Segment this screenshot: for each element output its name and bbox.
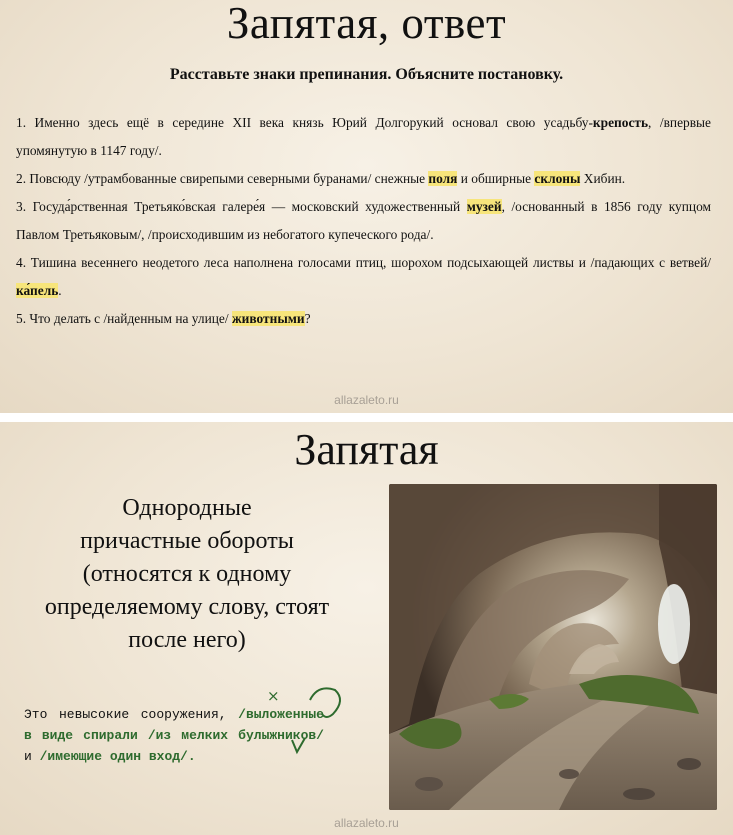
rule-slide [0, 422, 733, 835]
sentence-text: Что делать с /найденным на улице/ [26, 311, 232, 326]
sentence-text: , /основанный в 1856 году купцом Павлом Третьяковым/, /происходившим из небогатого купеческого рода/. [16, 199, 711, 242]
watermark: allazaleto.ru [334, 393, 399, 407]
participial-phrase-1: /выложенные в виде спирали [24, 707, 324, 743]
sentence-list [16, 109, 711, 333]
sentence-text: , /впервые упомянутую в 1147 году/. [16, 115, 712, 158]
answer-slide [0, 0, 733, 413]
cross-mark-icon: × [267, 687, 280, 705]
defined-word: крепость [592, 115, 649, 130]
sentence-2 [16, 165, 711, 193]
sentence-text: Госуда́рственная Третьяко́вская галере́я — московский художественный [26, 199, 467, 214]
sentence-4 [16, 249, 711, 305]
slide-title: Запятая, ответ [226, 0, 507, 48]
rule-explanation: (относятся к одному определяемому слову, стоят после него) [44, 561, 330, 653]
sentence-number: 4. [16, 255, 27, 270]
defined-word: склоны [534, 171, 581, 186]
sentence-text: Повсюду /утрамбованные свирепыми северными буранами/ снежные [26, 171, 429, 186]
sentence-number: 2. [16, 171, 27, 186]
participial-phrase-2: /имеющие один вход/. [39, 749, 196, 764]
sentence-text: . [58, 283, 62, 298]
sentence-text: и обширные [457, 171, 535, 186]
rule-heading-line1: Однородные [122, 495, 252, 521]
cave-photo [389, 484, 717, 810]
conjunction: и [24, 749, 32, 764]
sentence-text: Хибин. [580, 171, 626, 186]
sentence-number: 1. [16, 115, 27, 130]
watermark: allazaleto.ru [334, 816, 399, 830]
slide-title: Запятая [294, 425, 439, 474]
sentence-text: ? [304, 311, 311, 326]
example-text: Это невысокие сооружения, [24, 707, 227, 722]
slide-instructions: Расставьте знаки препинания. Объясните постановку. [169, 66, 564, 83]
defined-word: животными [231, 311, 305, 326]
sentence-5 [16, 305, 711, 333]
sentence-number: 3. [16, 199, 27, 214]
defined-word: поля [428, 171, 458, 186]
sentence-3 [16, 193, 711, 249]
sentence-text: Именно здесь ещё в середине XII века князь Юрий Долгорукий основал свою усадьбу- [26, 115, 593, 130]
rule-heading-line2: причастные обороты [80, 528, 294, 554]
defined-word: музей [466, 199, 502, 214]
sentence-1 [16, 109, 711, 165]
sentence-text: Тишина весеннего неодетого леса наполнена голосами птиц, шорохом подсыхающей листвы и /падающих с ветвей/ [26, 255, 711, 270]
cave-tunnel-icon [389, 484, 717, 810]
participial-phrase-1-end: /из мелких булыжников/ [147, 728, 324, 743]
defined-word: ка́пель [16, 283, 59, 298]
sentence-number: 5. [16, 311, 27, 326]
